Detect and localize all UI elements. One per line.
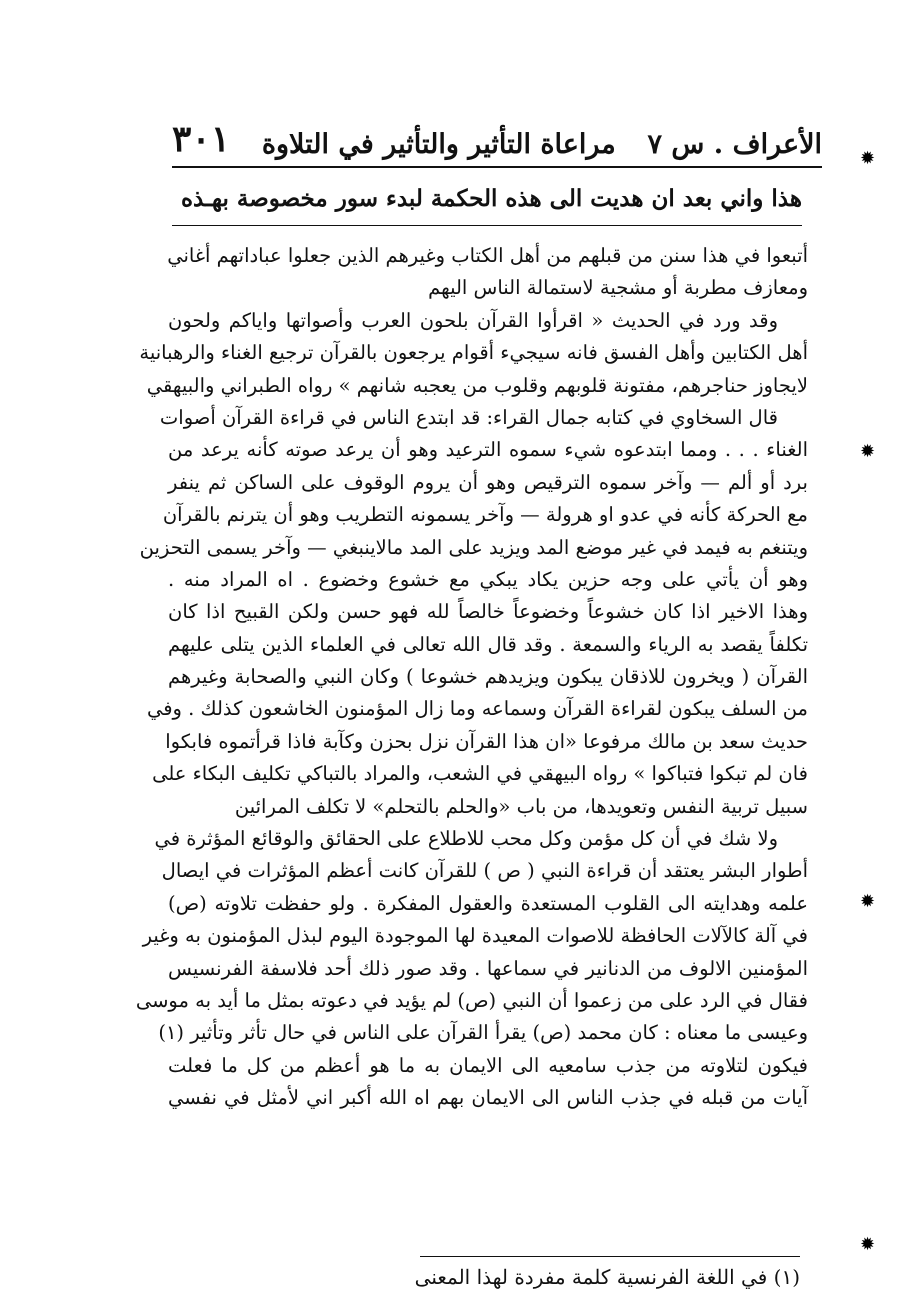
text-line: المؤمنين الالوف من الدنانير في سماعها . وقد صور ذلك أحد فلاسفة الفرنسيس [168,956,808,980]
text-line: وقد ورد في الحديث « اقرأوا القرآن بلحون العرب وأصواتها واياكم ولحون [168,308,778,332]
text-line: ومعازف مطربة أو مشجية لاستمالة الناس اليهم [428,276,808,300]
text-line: وهذا الاخير اذا كان خشوعاً وخضوعاً خالصاً لله فهو حسن ولكن القبيح اذا كان [168,600,808,624]
catchline-text: هذا واني بعد ان هديت الى هذه الحكمة لبدء سور مخصوصة بهـذه [172,180,802,226]
text-line: لايجاوز حناجرهم، مفتونة قلوبهم وقلوب من يعجبه شانهم » رواه الطبراني والبيهقي [146,373,808,397]
text-line: علمه وهدايته الى القلوب المستعدة والعقول المفكرة . ولو حفظت تلاوته (ص) [168,891,808,915]
margin-mark-icon: ✹ [860,1234,876,1255]
text-line: آيات من قبله في جذب الناس الى الايمان بهم اه الله أكبر اني لأمثل في نفسي [168,1086,808,1110]
text-line: وهو أن يأتي على وجه حزين يكاد يبكي مع خشوع وخضوع . اه المراد منه . [168,567,808,591]
text-line: أهل الكتابين وأهل الفسق فانه سيجيء أقوام يرجعون بالقرآن ترجيع الغناء والرهبانية [139,341,808,365]
margin-mark-icon: ✹ [860,148,876,169]
text-line: ولا شك في أن كل مؤمن وكل محب للاطلاع على الحقائق والوقائع المؤثرة في [154,827,778,851]
text-line: الغناء . . . ومما ابتدعوه شيء سموه الترعيد وهو أن يرعد صوته كأنه يرعد من [168,438,808,462]
margin-mark-icon: ✹ [860,441,876,462]
text-line: حديث سعد بن مالك مرفوعا «ان هذا القرآن نزل بحزن وكآبة فاذا قرأتموه فابكوا [165,729,808,753]
text-line: من السلف يبكون لقراءة القرآن وسماعه وما زال المؤمنون الخاشعون كذلك . وفي [146,697,808,721]
text-line: ويتنغم به فيمد في غير موضع المد ويزيد على المد مالاينبغي — وآخر يسمى التحزين [139,535,808,559]
text-line: وعيسى ما معناه : كان محمد (ص) يقرأ القرآن على الناس في حال تأثر وتأثير (١) [158,1021,808,1045]
page-number: ٣٠١ [172,118,231,160]
text-line: أتبعوا في هذا سنن من قبلهم من أهل الكتاب وغيرهم الذين جعلوا عباداتهم أغاني [167,244,808,267]
footnote: (١) في اللغة الفرنسية كلمة مفردة لهذا المعنى [414,1265,800,1289]
text-line: مع الحركة كأنه في عدو او هرولة — وآخر يسمونه التطريب وهو أن يترنم بالقرآن [162,503,808,527]
text-line: تكلفاً يقصد به الرياء والسمعة . وقد قال الله تعالى في العلماء الذين يتلى عليهم [168,632,808,656]
footnote-divider [420,1256,800,1257]
body-text [135,240,808,1115]
margin-mark-icon: ✹ [860,891,876,912]
text-line: أطوار البشر يعتقد أن قراءة النبي ( ص ) للقرآن كانت أعظم المؤثرات في ايصال [161,859,808,883]
text-line: قال السخاوي في كتابه جمال القراء: قد ابتدع الناس في قراءة القرآن أصوات [159,405,778,429]
text-line: في آلة كالآلات الحافظة للاصوات المعيدة لها الموجودة اليوم لبذل المؤمنون به وغير [142,924,808,948]
text-line: القرآن ( ويخرون للاذقان يبكون ويزيدهم خشوعا ) وكان النبي والصحابة وغيرهم [168,665,808,689]
header-title: مراعاة التأثير والتأثير في التلاوة [261,129,616,160]
text-line: برد أو ألم — وآخر سموه الترقيص وهو أن يروم الوقوف على الساكن ثم ينفر [168,470,808,494]
header-surah: الأعراف . س ٧ [647,129,822,160]
text-line: فيكون لتلاوته من جذب سامعيه الى الايمان به ما هو أعظم من كل ما فعلت [168,1053,808,1077]
text-line: فان لم تبكوا فتباكوا » رواه البيهقي في الشعب، والمراد بالتباكي تكليف البكاء على [152,762,808,786]
text-line: فقال في الرد على من زعموا أن النبي (ص) لم يؤيد في دعوته بمثل ما أيد به موسى [135,988,808,1012]
text-line: سبيل تربية النفس وتعويدها، من باب «والحلم بالتحلم» لا تكلف المرائين [234,794,808,818]
page-header [172,118,822,168]
